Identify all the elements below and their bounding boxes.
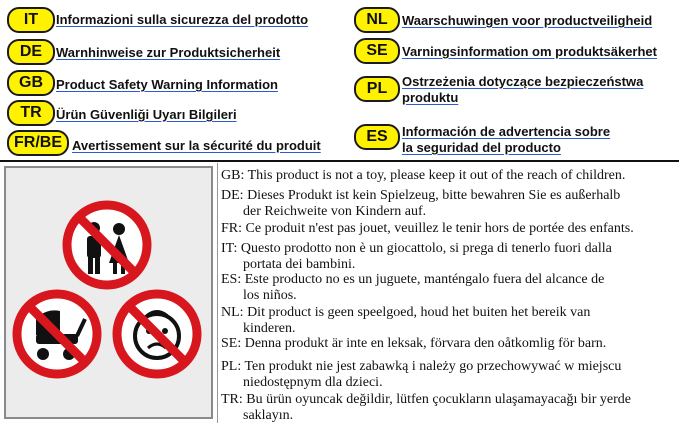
warning-text: Ten produkt nie jest zabawką i należy go przechowywać w miejscu [244, 359, 622, 374]
pictogram-panel [4, 166, 213, 419]
warning-text-cont: portata dei bambini. [243, 257, 356, 272]
warning-prefix: IT: [221, 241, 238, 256]
lang-badge-tr: TR [7, 100, 55, 126]
lang-label-pl-line2: produktu [402, 90, 459, 105]
lang-badge-nl: NL [354, 7, 400, 33]
lang-badge-frbe: FR/BE [7, 130, 69, 156]
lang-label-pl [402, 74, 643, 106]
warning-text: This product is not a toy, please keep it out of the reach of children. [247, 168, 626, 183]
lang-badge-se: SE [354, 38, 400, 64]
lang-label-de: Warnhinweise zur Produktsicherheit [56, 45, 281, 60]
warning-text-cont: los niños. [243, 288, 297, 303]
lang-label-it: Informazioni sulla sicurezza del prodotto [56, 12, 309, 27]
lang-label-es [402, 124, 610, 156]
warning-prefix: NL: [221, 305, 244, 320]
warning-es [221, 272, 673, 304]
lang-badge-es: ES [354, 124, 400, 150]
lang-badge-de: DE [7, 39, 55, 65]
lang-label-es-line2: la seguridad del producto [402, 140, 561, 155]
lang-badge-it: IT [7, 7, 55, 33]
warning-prefix: TR: [221, 392, 243, 407]
lang-label-se: Varningsinformation om produktsäkerhet [402, 44, 657, 59]
warning-text: Questo prodotto non è un giocattolo, si prega di tenerlo fuori dalla [240, 241, 612, 256]
warning-text: Este producto no es un juguete, manténgalo fuera del alcance de [244, 272, 605, 287]
section-divider [0, 160, 679, 162]
no-baby-icon [117, 294, 197, 374]
warning-de [221, 188, 673, 220]
warning-it [221, 241, 673, 273]
lang-label-nl: Waarschuwingen voor productveiligheid [402, 13, 653, 28]
warning-text-cont: saklayın. [243, 408, 294, 423]
lang-badge-gb: GB [7, 70, 55, 96]
no-stroller-icon [17, 294, 97, 374]
warning-text: Ce produit n'est pas jouet, veuillez le tenir hors de portée des enfants. [245, 221, 634, 236]
lang-label-gb: Product Safety Warning Information [56, 77, 278, 92]
lang-label-es-line1: Información de advertencia sobre [402, 124, 611, 139]
warning-prefix: FR: [221, 221, 243, 236]
warning-gb [221, 168, 673, 184]
warning-text-cont: niedostępnym dla dzieci. [243, 375, 383, 390]
warning-nl [221, 305, 673, 337]
warning-prefix: DE: [221, 188, 244, 203]
warning-prefix: ES: [221, 272, 242, 287]
warning-fr [221, 221, 673, 237]
warning-pl [221, 359, 673, 391]
warning-prefix: PL: [221, 359, 242, 374]
lang-label-pl-line1: Ostrzeżenia dotyczące bezpieczeństwa [402, 74, 644, 89]
warning-text-cont: kinderen. [243, 321, 296, 336]
warning-text: Dit product is geen speelgoed, houd het buiten het bereik van [247, 305, 591, 320]
lang-label-frbe: Avertissement sur la sécurité du produit [72, 138, 321, 153]
warning-text: Dieses Produkt ist kein Spielzeug, bitte bewahren Sie es außerhalb [247, 188, 621, 203]
no-children-icon [67, 205, 147, 285]
warning-tr [221, 392, 673, 424]
warning-prefix: SE: [221, 336, 242, 351]
warning-text: Bu ürün oyuncak değildir, lütfen çocukların ulaşamayacağı bir yerde [246, 392, 631, 407]
warning-text-cont: der Reichweite von Kindern auf. [243, 204, 427, 219]
column-separator [217, 163, 218, 423]
warning-prefix: GB: [221, 168, 245, 183]
warning-text: Denna produkt är inte en leksak, förvara den oåtkomlig för barn. [244, 336, 607, 351]
warning-se [221, 336, 673, 352]
lang-label-tr: Ürün Güvenliği Uyarı Bilgileri [56, 107, 237, 122]
lang-badge-pl: PL [354, 76, 400, 102]
pictogram-svg [6, 168, 211, 417]
